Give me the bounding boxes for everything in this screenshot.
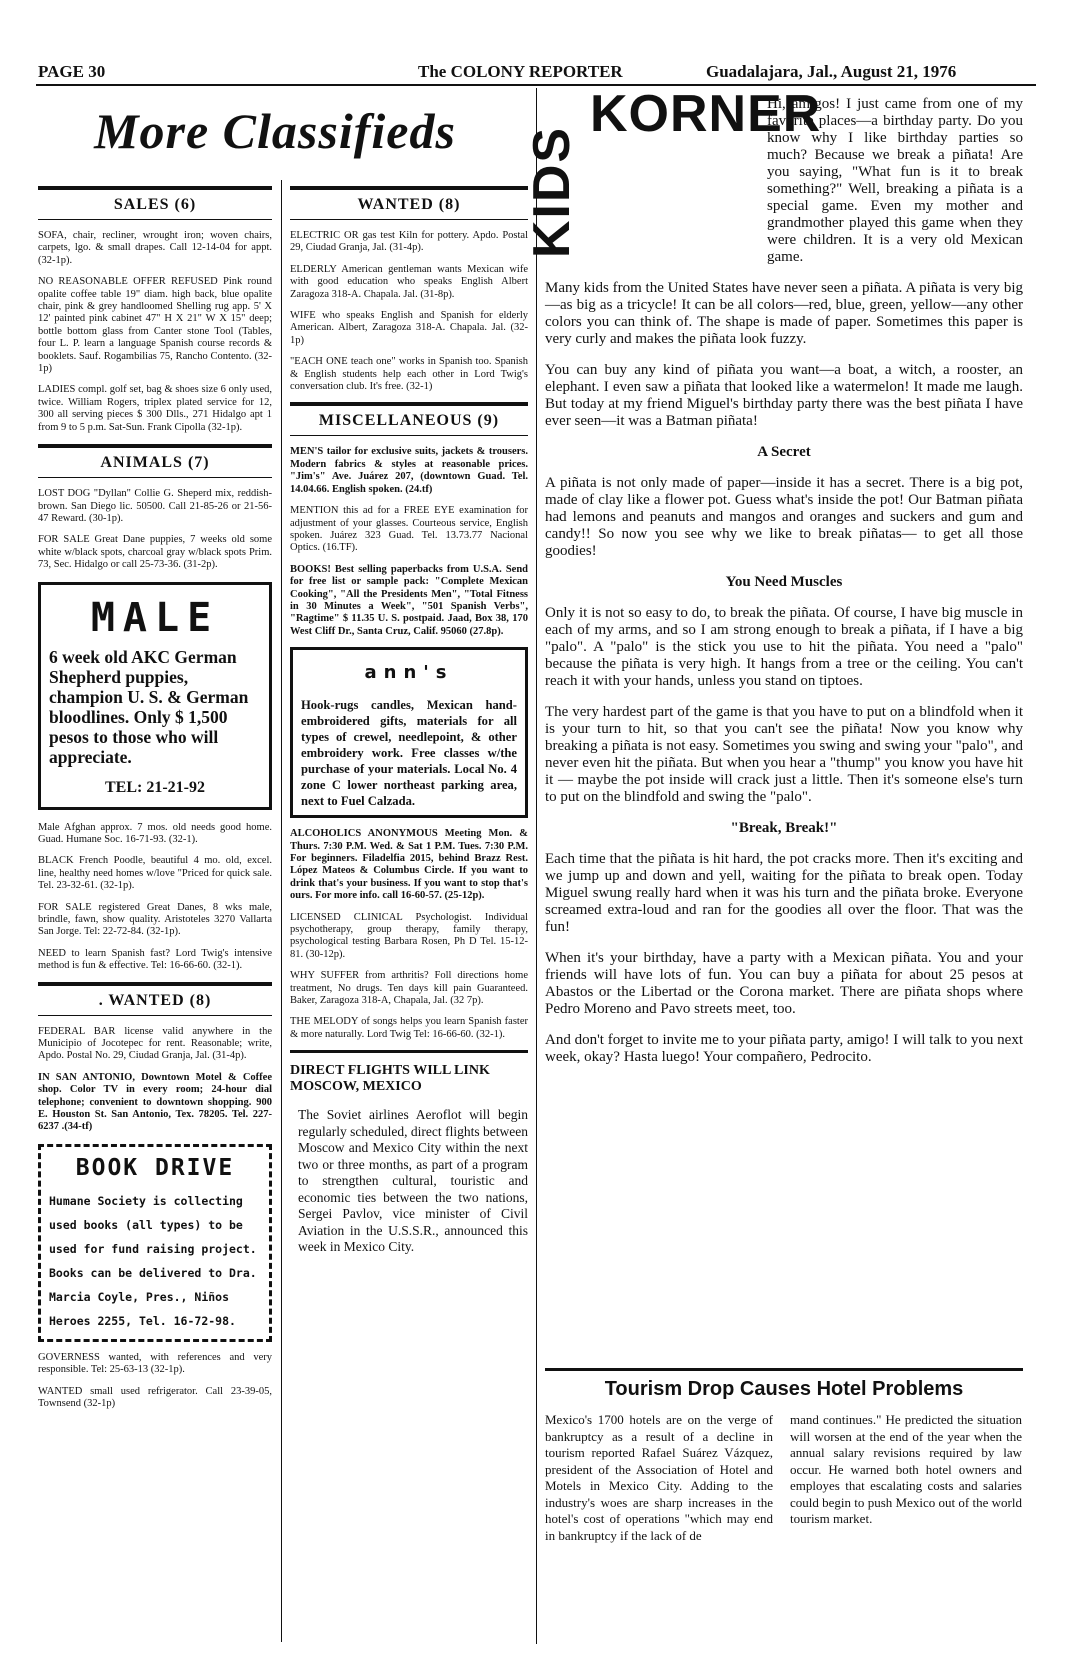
classified-ad: NEED to learn Spanish fast? Lord Twig's intensive method is fun & effective. Tel: 16-66-60. (32-1). xyxy=(38,947,272,972)
kids-paragraph: The very hardest part of the game is that you have to put on a blindfold when it is your turn to hit, so that you can't see the piñata! Now you know why breaking a piñata is not easy. Sometimes you swing and swing your "palo", and never even hit the piñata. But when you hear a "thump" you know you have hit it — maybe the pot inside will crack just a little. Then it's someone else's turn to put on the blindfold and swing the "palo". xyxy=(545,704,1023,805)
male-ad-title: MALE xyxy=(90,594,220,641)
wanted-left-heading: . WANTED (8) xyxy=(38,982,272,1016)
classified-ad: LADIES compl. golf set, bag & shoes size 6 only used, twice. William Rogers, triplex plated service for 12, 300 all serving pieces $ 300 Dlls., 271 Hidalgo apt 1 from 9 to 5 p.m. Sat-Sun. Frank Cipolla (32-1p). xyxy=(38,384,272,433)
classified-ad: WHY SUFFER from arthritis? Foll directions home treatment, No drugs. Ten days kill pain Guaranteed. Baker, Zaragoza 318-A, Chapala, Jal. (32 7p). xyxy=(290,970,528,1007)
classified-ad: ALCOHOLICS ANONYMOUS Meeting Mon. & Thurs. 7:30 P.M. Wed. & Sat 1 P.M. Tues. 7:30 P.M. For beginners. Filadelfia 2015, behind Brazz Rest. López Mateos & Columbus Circle. If you want to drink that's your business. If you want to stop that's ours. For more info. call 16-60-57. (25-12p). xyxy=(290,828,528,902)
classifieds-left-column xyxy=(38,180,272,1419)
classified-ad: BOOKS! Best selling paperbacks from U.S.A. Send for free list or sample pack: "Complete Mexican Cooking", "All the Presidents Men", "Total Fitness in 30 Minutes a Week", "501 Spanish Verbs", "Ragtime" $ 11.35 U. S. postpaid. Jaad, Box 38, 170 West Cliff Dr., Santa Cruz, Calif. 95060 (27.8p). xyxy=(290,563,528,637)
tourism-column-1 xyxy=(545,1412,773,1544)
classified-ad: FOR SALE registered Great Danes, 8 wks male, brindle, fawn, show quality. Aristoteles 3270 Vallarta San Jorge. Tel: 22-72-84. (32-1p). xyxy=(38,901,272,938)
flights-headline: DIRECT FLIGHTS WILL LINK MOSCOW, MEXICO xyxy=(290,1063,490,1095)
male-ad-phone: TEL: 21-21-92 xyxy=(105,778,205,796)
miscellaneous-heading: MISCELLANEOUS (9) xyxy=(290,402,528,436)
classified-ad: MEN'S tailor for exclusive suits, jackets & trousers. Modern fabrics & styles at reasonable prices. "Jim's" Ave. Juárez 207, (downtown Guad. Tel. 14.04.66. English spoken. (24.tf) xyxy=(290,446,528,495)
masthead-rule xyxy=(36,84,1036,86)
newspaper-name: The COLONY REPORTER xyxy=(418,62,623,81)
classified-ad: ELECTRIC OR gas test Kiln for pottery. Apdo. Postal 29, Ciudad Granja, Jal. (31-4p). xyxy=(290,230,528,254)
classified-ad: WANTED small used refrigerator. Call 23-39-05, Townsend (32-1p) xyxy=(38,1385,272,1410)
classified-ad: FOR SALE Great Dane puppies, 7 weeks old some white w/black spots, charcoal gray w/black spots Prim. 73, Sec. Hidalgo or call 25-73-36. (31-2p). xyxy=(38,534,272,571)
classifieds-banner: More Classifieds xyxy=(94,103,456,159)
classified-ad: GOVERNESS wanted, with references and very responsible. Tel: 25-63-13 (32-1p). xyxy=(38,1351,272,1376)
korner-title: KORNER xyxy=(590,85,822,143)
page-number: PAGE 30 xyxy=(38,62,106,81)
classified-ad: ELDERLY American gentleman wants Mexican wife with good education who speaks English Albert Zaragoza 318-A. Chapala. Jal. (31-8p). xyxy=(290,263,528,300)
column-rule xyxy=(281,180,282,1642)
kids-paragraph: Only it is not so easy to do, to break the piñata. Of course, I have big muscle in each of my arms, and so I am strong enough to break a piñata, if I have a big "palo". A "palo" is the stick you use to hit the piñata. You need a "palo" because the piñata is very high. It hangs from a tree or the ceiling. You can't reach it with your hands, unless you stand on tiptoes. xyxy=(545,605,1023,689)
animals-heading: ANIMALS (7) xyxy=(38,444,272,478)
male-ad-body: 6 week old AKC German Shepherd puppies, champion U. S. & German bloodlines. Only $ 1,500 pesos to those who will appreciate. xyxy=(49,646,249,767)
kids-paragraph: And don't forget to invite me to your piñata party, amigo! I will talk to you next week, okay? Hasta luego! Your compañero, Pedrocito. xyxy=(545,1032,1023,1065)
classified-ad: THE MELODY of songs helps you learn Spanish faster & more naturally. Lord Twig Tel: 16-66-60. (32-1). xyxy=(290,1016,528,1040)
classified-ad: NO REASONABLE OFFER REFUSED Pink round opalite coffee table 19" diam. high back, blue opalite chair, pink & grey handloomed Shelling rug app. 5' X 12' painted pink cabinet 47" H X 21" W X 15" deep; bottle bottom glass from Canter stone Tool (Tables, four L. P. learn a language Spanish course records & booklets. Sauf. Rogambilias 75, Rancho Contento. (32-1p) xyxy=(38,276,272,375)
classified-ad: LOST DOG "Dyllan" Collie G. Sheperd mix, reddish-brown. San Diego lic. 50500. Call 21-85-26 or 21-56-47 Reward. (30-1p). xyxy=(38,488,272,524)
kids-paragraph: A piñata is not only made of paper—inside it has a secret. There is a big pot, made of clay like a flower pot. Guess what's inside the pot! Our Batman piñata had lemons and peanuts and mangos and oranges and suckers and gum and candy!! So now you see why we like to break piñatas— to get all those goodies! xyxy=(545,475,1023,559)
flights-story: The Soviet airlines Aeroflot will begin regularly scheduled, direct flights between Moscow and Mexico City within the next two or three months, as part of a program to strengthen cultural, touristic and economic ties between the two nations, Sergei Pavlov, vice minister of Civil Aviation in the U.S.S.R., announced this week in Mexico City. xyxy=(298,1107,528,1255)
classified-ad: LICENSED CLINICAL Psychologist. Individual psychotherapy, group therapy, family therapy, psychological testing Barbara Rosen, Ph D Tel. 15-12-81. (30-12p). xyxy=(290,911,528,960)
anns-shop-ad xyxy=(290,647,528,818)
column-rule xyxy=(536,88,537,1644)
classified-ad: WIFE who speaks English and Spanish for elderly American. Albert, Zaragoza 318-A. Chapala. Jal. (32-1p) xyxy=(290,310,528,346)
classified-ad: SOFA, chair, recliner, wrought iron; woven chairs, carpets, lgo. & small drapes. Call 12-14-04 for appt. (32-1p). xyxy=(38,230,272,266)
classified-ad: FEDERAL BAR license valid anywhere in the Municipio of Jocotepec for rent. Reasonable; write, Apdo. Postal No. 29, Ciudad Granja, Jal. (31-4p). xyxy=(38,1025,272,1062)
tourism-rule xyxy=(545,1368,1023,1371)
wanted-heading: WANTED (8) xyxy=(290,186,528,220)
classified-ad: MENTION this ad for a FREE EYE examination for adjustment of your glasses. Courteous service, English spoken. Juárez 323 Guad. Tel. 13.73.77 Nacional Optics. (16.TF). xyxy=(290,505,528,554)
book-drive-title: BOOK DRIVE xyxy=(75,1154,235,1181)
kids-heading-break: "Break, Break!" xyxy=(730,820,838,836)
kids-intro: Hi, amigos! I just came from one of my favorite places—a birthday party. Do you know why I like birthday parties so much? Because we break a piñata! Are you saying, "What fun is it to break something?" Well, breaking a piñata is a special game. Even my mother and grandmother played this game when they were children. It is a very old Mexican game. xyxy=(767,96,1023,265)
kids-paragraph: When it's your birthday, have a party with a Mexican piñata. You and your friends will have lots of fun. You can buy a piñata for about 25 pesos at Abastos or the Libertad or the Corona market. There are piñata shops where Pedro Moreno and Pavo streets meet, too. xyxy=(545,950,1023,1017)
kids-korner-article xyxy=(545,96,1023,1080)
classified-ad: BLACK French Poodle, beautiful 4 mo. old, excel. line, healthy need homes w/love "Priced for quick sale. Tel. 23-32-61. (32-1p). xyxy=(38,855,272,892)
classifieds-middle-column xyxy=(290,180,528,1256)
classified-ad: IN SAN ANTONIO, Downtown Motel & Coffee shop. Color TV in every room; 24-hour dial telephone; convenient to downtown shopping. 900 E. Houston St. San Antonio, Tex. 78205. Tel. 227-6237 .(34-tf) xyxy=(38,1071,272,1133)
dateline: Guadalajara, Jal., August 21, 1976 xyxy=(706,62,957,81)
tourism-text: mand continues." He predicted the situation will worsen at the end of the year when the annual salary revisions required by law occur. He warned both hotel owners and employes that escalating costs and salaries could begin to push Mexico out of the world tourism market. xyxy=(790,1412,1022,1526)
kids-heading-secret: A Secret xyxy=(757,444,811,460)
classified-ad: Male Afghan approx. 7 mos. old needs good home. Guad. Humane Soc. 16-71-93. (32-1). xyxy=(38,821,272,845)
tourism-column-2 xyxy=(790,1412,1022,1528)
sales-heading: SALES (6) xyxy=(38,186,272,220)
kids-paragraph: Each time that the piñata is hit hard, the pot cracks more. Then it's exciting and we jump up and down and yell, waiting for the piñata to break open. Today Miguel swung really hard when it was his turn and the piñata broke. Everyone screamed extra-loud and ran for the goodies all over the floor. That was the fun! xyxy=(545,851,1023,935)
tourism-text: Mexico's 1700 hotels are on the verge of bankruptcy as a result of a decline in tourism reported Rafael Suárez Vázquez, president of the Association of Hotel and Motels in Mexico City. Adding to the industry's woes are sharp increases in the hotel's cost of operations "which may end in bankruptcy if the lack of de xyxy=(545,1412,773,1543)
kids-word: KIDS xyxy=(523,125,582,259)
male-puppies-ad xyxy=(38,582,272,810)
classified-ad: "EACH ONE teach one" works in Spanish too. Spanish & English students help each other in Lord Twig's conversation club. It's free. (32-1) xyxy=(290,356,528,393)
kids-paragraph: Many kids from the United States have never seen a piñata. A piñata is very big—as big as a tricycle! It can be all colors—red, blue, green, yellow—any other colors you can think of. The shape is made of paper. Sometimes this paper is very curly and makes the piñata look fuzzy. xyxy=(545,280,1023,347)
kids-heading-muscles: You Need Muscles xyxy=(725,574,843,590)
anns-ad-title: ann's xyxy=(364,662,454,684)
tourism-headline: Tourism Drop Causes Hotel Problems xyxy=(604,1378,964,1400)
book-drive-ad xyxy=(38,1144,272,1342)
anns-ad-body: Hook-rugs candles, Mexican hand-embroidered gifts, materials for all types of crewel, needlepoint, & other embroidery work. Free classes w/the purchase of your materials. Local No. 4 zone C lower northeast parking area, next to Fuel Calzada. xyxy=(301,698,517,809)
kids-paragraph: You can buy any kind of piñata you want—a boat, a witch, a rooster, an elephant. I even saw a piñata that looked like a watermelon! It made me laugh. But today at my friend Miguel's birthday party there was the best piñata I have ever seen—it was a Batman piñata! xyxy=(545,362,1023,429)
book-drive-body: Humane Society is collecting used books (all types) to be used for fund raising project. Books can be delivered to Dra. Marcia Coyle, Pres., Niños Heroes 2255, Tel. 16-72-98. xyxy=(49,1193,257,1328)
